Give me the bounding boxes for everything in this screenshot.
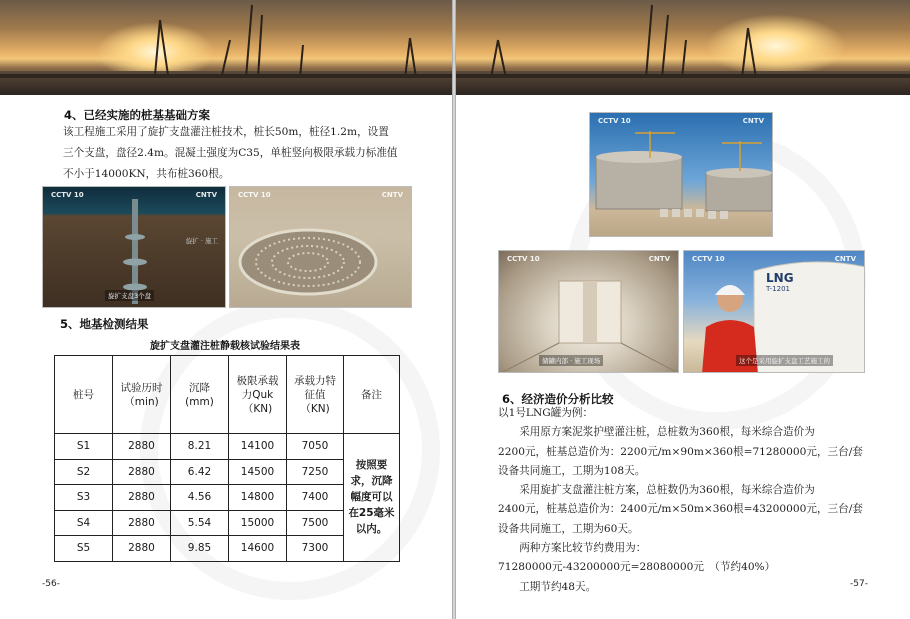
table-title: 旋扩支盘灌注桩静载核试验结果表 xyxy=(150,341,300,352)
cntv-logo: CNTV xyxy=(195,191,217,199)
text-line: 设备共同施工，工期为108天。 xyxy=(498,464,646,477)
header-line: 征值 xyxy=(304,388,326,401)
tank-interior-photo xyxy=(498,250,679,373)
cell-ultimate: 15000 xyxy=(229,510,287,536)
cell-pile-no: S2 xyxy=(55,459,113,485)
cell-settlement: 8.21 xyxy=(171,434,229,460)
header-ultimate-capacity xyxy=(229,356,287,434)
left-banner-image xyxy=(0,0,453,95)
cctv-logo: CCTV 10 xyxy=(238,191,271,199)
header-line: 承载力特 xyxy=(294,374,336,387)
note-line: 按照要 xyxy=(355,459,388,472)
text-line xyxy=(498,578,878,597)
cell-duration: 2880 xyxy=(113,536,171,562)
cell-remarks xyxy=(344,434,400,562)
header-line: 极限承载 xyxy=(236,374,279,387)
lng-tanks-photo xyxy=(589,112,773,237)
para-line: 不小于14000KN，共布桩360根。 xyxy=(63,168,230,180)
pile-photo-caption: 旋扩支盘3个盘 xyxy=(105,290,154,301)
cell-settlement: 6.42 xyxy=(171,459,229,485)
pile-diagram-photo xyxy=(42,186,226,308)
cell-duration: 2880 xyxy=(113,434,171,460)
text-line xyxy=(498,539,878,558)
header-line: 备注 xyxy=(361,388,382,401)
header-characteristic-value xyxy=(287,356,344,434)
section-4-title: 4、已经实施的桩基基础方案 xyxy=(64,108,211,122)
section-6-text xyxy=(498,404,878,597)
header-line: (mm) xyxy=(185,395,214,408)
engineer-photo xyxy=(683,250,865,373)
text-line: 设备共同施工，工期为60天。 xyxy=(498,522,639,535)
text-line-content: 采用原方案泥浆护壁灌注桩，总桩数为360根，每米综合造价为 xyxy=(519,426,815,439)
header-line: 试验历时 xyxy=(120,381,163,394)
cell-ultimate: 14100 xyxy=(229,434,287,460)
note-line: 求，沉降 xyxy=(350,475,393,488)
cell-ultimate: 14500 xyxy=(229,459,287,485)
para-line: 三个支盘，盘径2.4m。混凝土强度为C35，单桩竖向极限承载力标准值 xyxy=(63,147,398,159)
header-pile-no xyxy=(55,356,113,434)
left-page xyxy=(0,0,453,619)
note-line: 幅度可以 xyxy=(350,491,393,504)
right-page xyxy=(456,0,910,619)
header-line: （KN) xyxy=(300,402,330,415)
cctv-logo: CCTV 10 xyxy=(598,117,631,125)
cell-settlement: 4.56 xyxy=(171,485,229,511)
text-line: 以1号LNG罐为例： xyxy=(498,407,594,419)
cntv-logo: CNTV xyxy=(834,255,856,263)
header-line: 桩号 xyxy=(73,388,94,401)
text-line-content: 采用旋扩支盘灌注桩方案，总桩数仍为360根，每米综合造价为 xyxy=(519,484,815,497)
cntv-logo: CNTV xyxy=(742,117,764,125)
cell-duration: 2880 xyxy=(113,485,171,511)
table-header-row xyxy=(55,356,400,434)
para-line: 该工程施工采用了旋扩支盘灌注桩技术，桩长50m，桩径1.2m，设置 xyxy=(63,126,389,138)
cell-pile-no: S5 xyxy=(55,536,113,562)
tanks-graphic xyxy=(590,113,773,237)
cctv-logo: CCTV 10 xyxy=(51,191,84,199)
pile-field-photo xyxy=(229,186,412,308)
text-line-content: 两种方案比较节约费用为： xyxy=(519,542,647,555)
header-remarks xyxy=(344,356,400,434)
cell-ultimate: 14800 xyxy=(229,485,287,511)
text-line xyxy=(498,423,878,442)
cell-characteristic: 7500 xyxy=(287,510,344,536)
cctv-logo: CCTV 10 xyxy=(692,255,725,263)
lng-tank-lettering: LNG xyxy=(766,271,794,285)
header-settlement xyxy=(171,356,229,434)
cell-characteristic: 7300 xyxy=(287,536,344,562)
note-line: 在25毫米 xyxy=(348,507,395,520)
cell-duration: 2880 xyxy=(113,459,171,485)
tank-number-lettering: T-1201 xyxy=(766,285,790,293)
header-line: 沉降 xyxy=(189,381,210,394)
cctv-logo: CCTV 10 xyxy=(507,255,540,263)
cell-characteristic: 7250 xyxy=(287,459,344,485)
text-line xyxy=(498,481,878,500)
section-5-title: 5、地基检测结果 xyxy=(60,317,149,331)
table-row xyxy=(55,434,400,460)
text-line: 2200元，桩基总造价为：2200元/m×90m×360根=71280000元，三台/套 xyxy=(498,445,863,458)
cell-characteristic: 7400 xyxy=(287,485,344,511)
cntv-logo: CNTV xyxy=(648,255,670,263)
note-line: 以内。 xyxy=(355,523,388,536)
text-line-content: 工期节约48天。 xyxy=(519,580,597,593)
section-4-paragraph xyxy=(63,122,418,185)
pile-rig-silhouettes xyxy=(0,0,453,95)
cell-ultimate: 14600 xyxy=(229,536,287,562)
section-6-title: 6、经济造价分析比较 xyxy=(502,392,614,406)
tunnel-photo-caption: 储罐内部 · 施工现场 xyxy=(539,355,603,366)
pile-photo-side-caption: 旋扩 · 施工 xyxy=(185,237,218,245)
header-line: （min) xyxy=(124,395,159,408)
cell-pile-no: S4 xyxy=(55,510,113,536)
cell-characteristic: 7050 xyxy=(287,434,344,460)
cell-settlement: 5.54 xyxy=(171,510,229,536)
text-line: 2400元，桩基总造价为：2400元/m×50m×360根=43200000元，三台/套 xyxy=(498,503,863,516)
cell-duration: 2880 xyxy=(113,510,171,536)
cell-pile-no: S1 xyxy=(55,434,113,460)
page-number-left: -56- xyxy=(42,579,60,589)
pile-rig-silhouettes xyxy=(456,0,910,95)
header-line: 力Quk xyxy=(241,388,274,401)
engineer-photo-caption: 这个是采用旋扩支盘工艺施工的 xyxy=(736,355,833,366)
header-duration xyxy=(113,356,171,434)
header-line: （KN) xyxy=(242,402,273,415)
cntv-logo: CNTV xyxy=(381,191,403,199)
static-load-test-table xyxy=(54,355,400,562)
cell-settlement: 9.85 xyxy=(171,536,229,562)
cell-pile-no: S3 xyxy=(55,485,113,511)
page-number-right: -57- xyxy=(850,579,868,589)
circular-pile-field-graphic xyxy=(230,187,412,308)
text-line: 71280000元-43200000元=28080000元 （节约40%） xyxy=(498,561,776,574)
right-banner-image xyxy=(456,0,910,95)
